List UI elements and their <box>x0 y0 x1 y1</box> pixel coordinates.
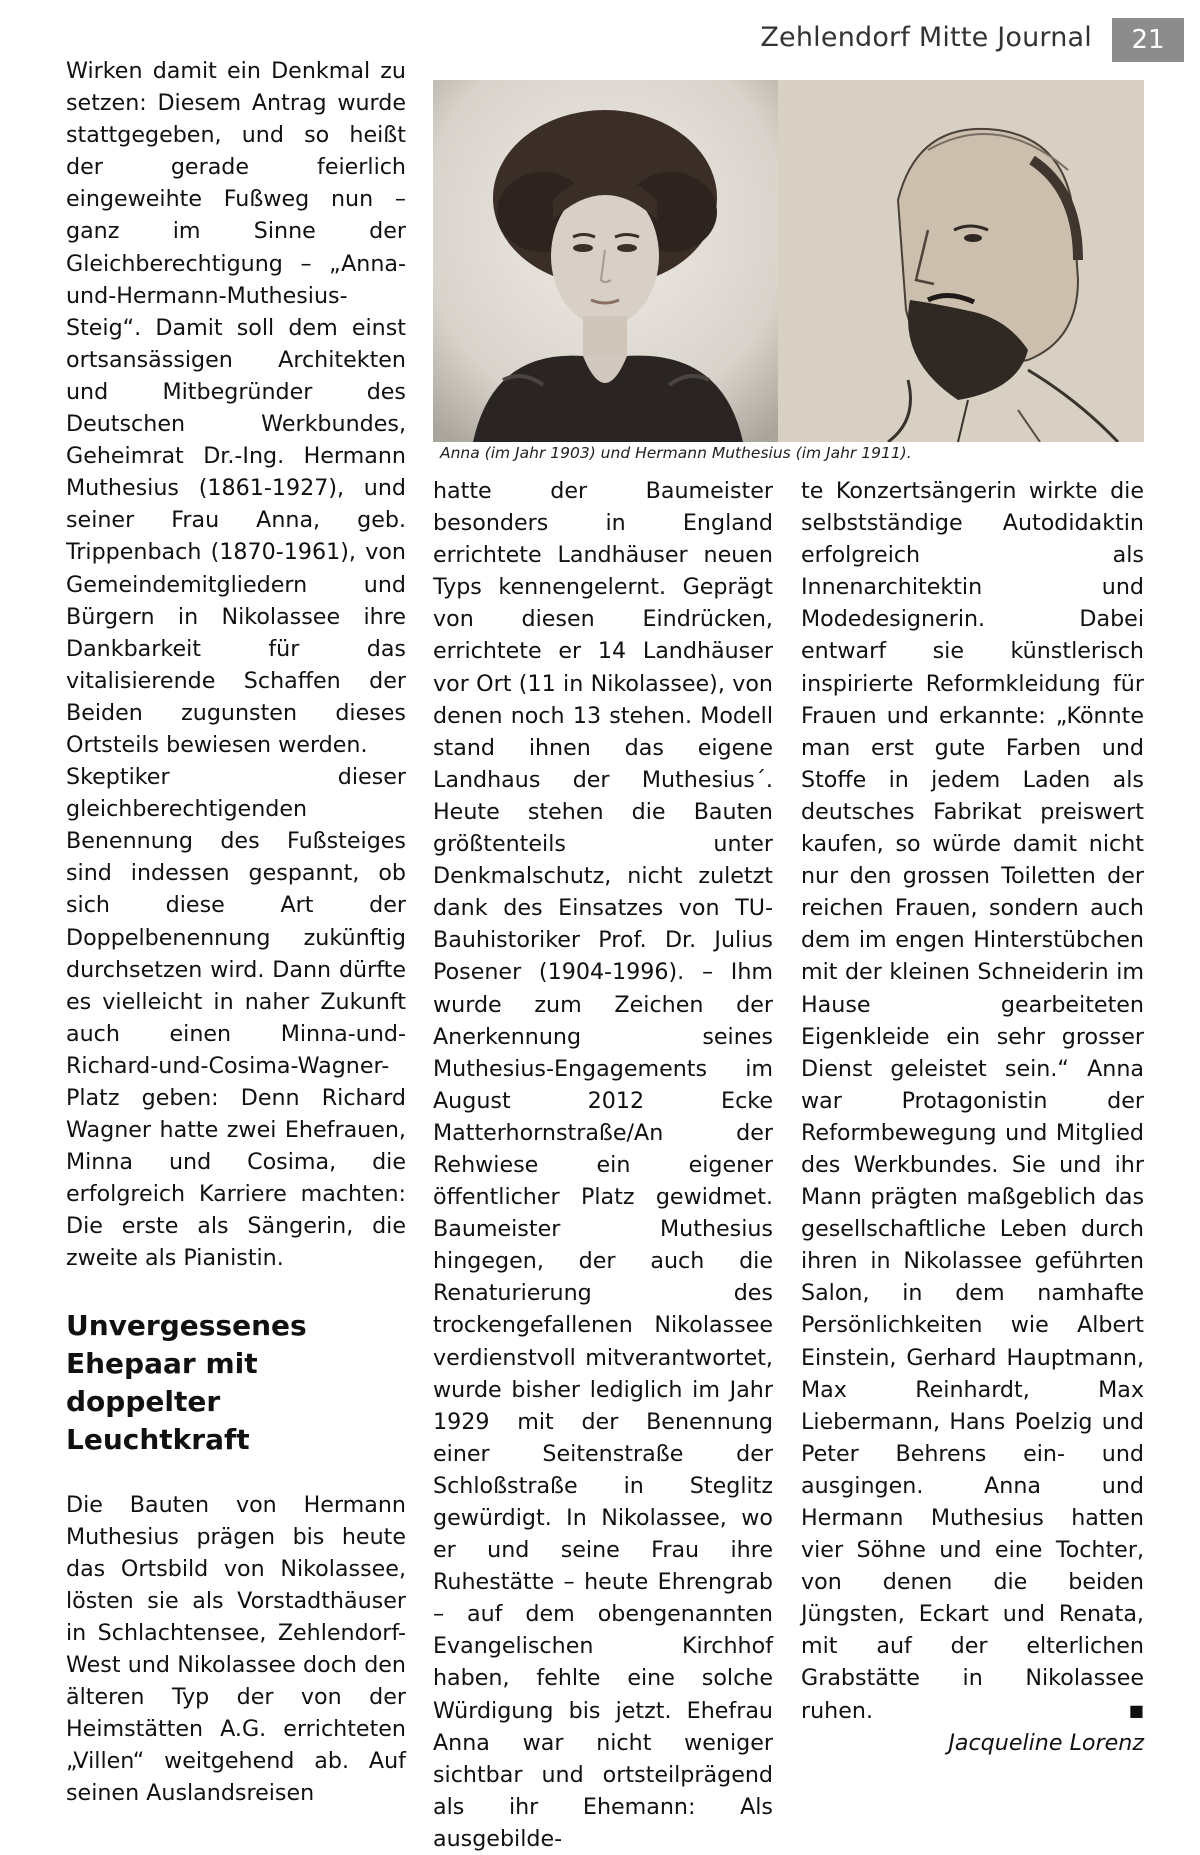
column-2 <box>433 475 773 1855</box>
portrait-anna <box>433 80 778 442</box>
journal-title: Zehlendorf Mitte Journal <box>760 22 1092 53</box>
photo-group <box>433 80 1144 442</box>
end-mark-icon: ■ <box>1128 1700 1144 1720</box>
paragraph-skeptic: Skeptiker dieser gleichberechtigenden Benennung des Fußsteiges sind indessen gespannt, ob sich diese Art der Doppelbenennung zukünftig durchsetzen wird. Dann dürfte es vielleicht in naher Zukunft auch einen Minna-und-Richard-und-Cosima-Wagner-Platz geben: Denn Richard Wagner hatte zwei Ehefrauen, Minna und Cosima, die erfolgreich Karriere machten: Die erste als Sängerin, die zweite als Pianistin. <box>66 764 406 1272</box>
subheading: Unvergessenes Ehepaar mit doppelter Leuchtkraft <box>66 1308 307 1456</box>
author-signature: Jacqueline Lorenz <box>948 1729 1144 1756</box>
photo-caption: Anna (im Jahr 1903) und Hermann Muthesius (im Jahr 1911). <box>440 444 912 462</box>
column-3 <box>801 475 1144 1759</box>
paragraph-col3-text: te Konzertsängerin wirkte die selbstständige Autodidaktin erfolgreich als Innenarchitektin und Modedesignerin. Dabei entwarf sie künstlerisch inspirierte Reformkleidung für Frauen und erkannte: „Könnte man erst gute Farben und Stoffe in jedem Laden als deutsches Fabrikat preiswert kaufen, so würde damit nicht nur den grossen Toiletten der reichen Frauen, sondern auch dem im engen Hinterstübchen mit der kleinen Schneiderin im Hause gearbeiteten Eigenkleide ein sehr grosser Dienst geleistet sein.“ Anna war Protagonistin der Reformbewegung und Mitglied des Werkbundes. Sie und ihr Mann prägten maßgeblich das gesellschaftliche Leben durch ihren in Nikolassee geführten Salon, in dem namhafte Persönlichkeiten wie Albert Einstein, Gerhard Hauptmann, Max Reinhardt, Max Liebermann, Hans Poelzig und Peter Behrens ein- und ausgingen. Anna und Hermann Muthesius hatten vier Söhne und eine Tochter, von denen die beiden Jüngsten, Eckart und Renata, mit auf der elterlichen Grabstätte in Nikolassee ruhen. <box>801 478 1144 1724</box>
column-1 <box>66 55 406 1810</box>
paragraph-col2: hatte der Baumeister besonders in England errichtete Landhäuser neuen Typs kennengelernt. Geprägt von diesen Eindrücken, errichtete er 14 Landhäuser vor Ort (11 in Nikolassee), von denen noch 13 stehen. Modell stand ihnen das eigene Landhaus der Muthesius´. Heute stehen die Bauten größtenteils unter Denkmalschutz, nicht zuletzt dank des Einsatzes von TU-Bauhistoriker Prof. Dr. Julius Posener (1904-1996). – Ihm wurde zum Zeichen der Anerkennung seines Muthesius-Engagements im August 2012 Ecke Matterhornstraße/An der Rehwiese ein eigener öffentlicher Platz gewidmet. Baumeister Muthesius hingegen, der auch die Renaturierung des trockengefallenen Nikolassee verdienstvoll mitverantwortet, wurde bisher lediglich im Jahr 1929 mit der Benennung einer Seitenstraße der Schloßstraße in Steglitz gewürdigt. In Nikolassee, wo er und seine Frau ihre Ruhestätte – heute Ehrengrab – auf dem obengenannten Evangelischen Kirchhof haben, fehlte eine solche Würdigung bis jetzt. Ehefrau Anna war nicht weniger sichtbar und ortsteilprägend als ihr Ehemann: Als ausgebilde- <box>433 478 773 1852</box>
paragraph-bauten: Die Bauten von Hermann Muthesius prägen bis heute das Ortsbild von Nikolassee, lösten sie als Vorstadthäuser in Schlachtensee, Zehlendorf-West und Nikolassee doch den älteren Typ der von der Heimstätten A.G. errichteten „Villen“ weitgehend ab. Auf seinen Auslandsreisen <box>66 1491 406 1807</box>
portrait-hermann <box>778 80 1144 442</box>
paragraph-col3 <box>801 475 1144 1727</box>
page-number: 21 <box>1112 18 1184 62</box>
page-header <box>0 18 1200 58</box>
paragraph-intro: Wirken damit ein Denkmal zu setzen: Diesem Antrag wurde stattgegeben, und so heißt der gerade feierlich eingeweihte Fußweg nun – ganz im Sinne der Gleichberechtigung – „Anna-und-Hermann-Muthesius-Steig“. Damit soll dem einst ortsansässigen Architekten und Mitbegründer des Deutschen Werkbundes, Geheimrat Dr.-Ing. Hermann Muthesius (1861-1927), und seiner Frau Anna, geb. Trippenbach (1870-1961), von Gemeindemitgliedern und Bürgern in Nikolassee ihre Dankbarkeit für das vitalisierende Schaffen der Beiden zugunsten dieses Ortsteils bewiesen werden. <box>66 58 406 758</box>
